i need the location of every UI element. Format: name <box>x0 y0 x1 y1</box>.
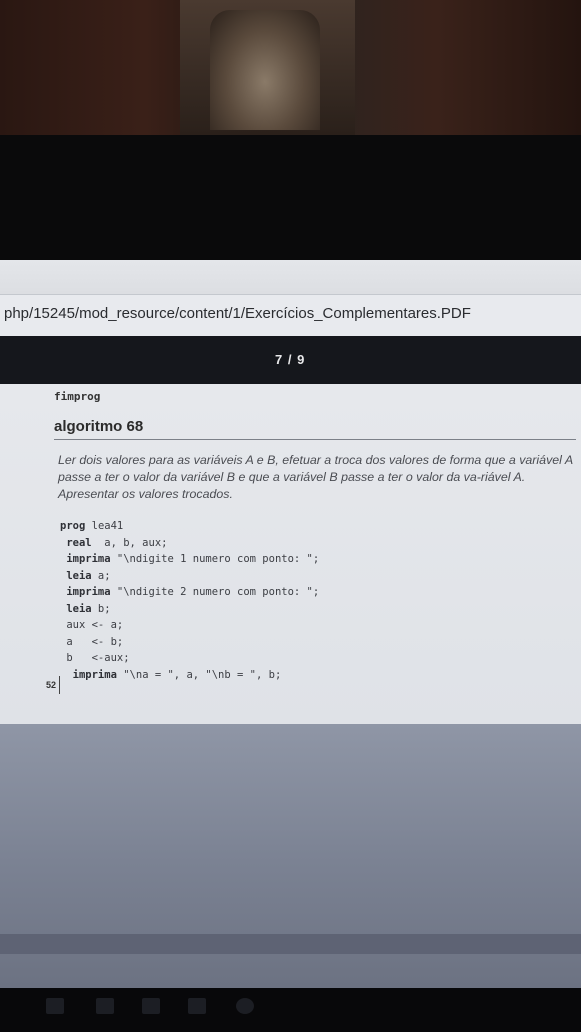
file-explorer-icon[interactable] <box>188 998 206 1014</box>
exercise-heading: algoritmo 68 <box>54 418 144 435</box>
heading-divider <box>54 439 576 440</box>
code-line: a <- b; <box>60 635 124 648</box>
code-line: imprima "\ndigite 1 numero com ponto: "; <box>60 553 320 565</box>
code-line: leia b; <box>60 602 111 615</box>
screen-bottom-strip <box>0 934 581 954</box>
code-line: real a, b, aux; <box>60 536 168 549</box>
background-room <box>0 0 581 135</box>
exercise-description: Ler dois valores para as variáveis A e B, efetuar a troca dos valores de forma que a variável A passe a ter o valor da variável B e que a variável B passe a ter o valor da va-riável A. Apresentar os valores trocados. <box>58 453 573 501</box>
pdf-viewer-background <box>0 724 581 988</box>
search-icon[interactable] <box>96 998 114 1014</box>
taskbar <box>0 988 581 1032</box>
page-number: 52 <box>46 676 60 694</box>
code-line: prog lea41 <box>60 520 124 532</box>
pdf-toolbar <box>0 336 581 384</box>
code-line: b <-aux; <box>60 652 130 664</box>
code-line: aux <- a; <box>60 619 124 631</box>
background-object <box>210 10 320 130</box>
chrome-icon[interactable] <box>236 998 254 1014</box>
address-bar[interactable] <box>0 294 581 337</box>
monitor-screen <box>0 260 581 988</box>
pdf-page <box>0 384 581 724</box>
page-counter[interactable]: 7 / 9 <box>275 352 306 367</box>
code-line: imprima "\ndigite 2 numero com ponto: "; <box>60 586 320 598</box>
task-view-icon[interactable] <box>142 998 160 1014</box>
previous-code-end: fimprog <box>54 390 101 403</box>
code-block <box>60 518 319 683</box>
monitor-bezel <box>0 135 581 260</box>
start-icon[interactable] <box>46 998 64 1014</box>
browser-tab-strip <box>0 260 581 295</box>
url-text[interactable]: php/15245/mod_resource/content/1/Exercícios_Complementares.PDF <box>4 305 471 322</box>
code-line: imprima "\na = ", a, "\nb = ", b; <box>60 668 282 681</box>
code-line: leia a; <box>60 569 111 582</box>
